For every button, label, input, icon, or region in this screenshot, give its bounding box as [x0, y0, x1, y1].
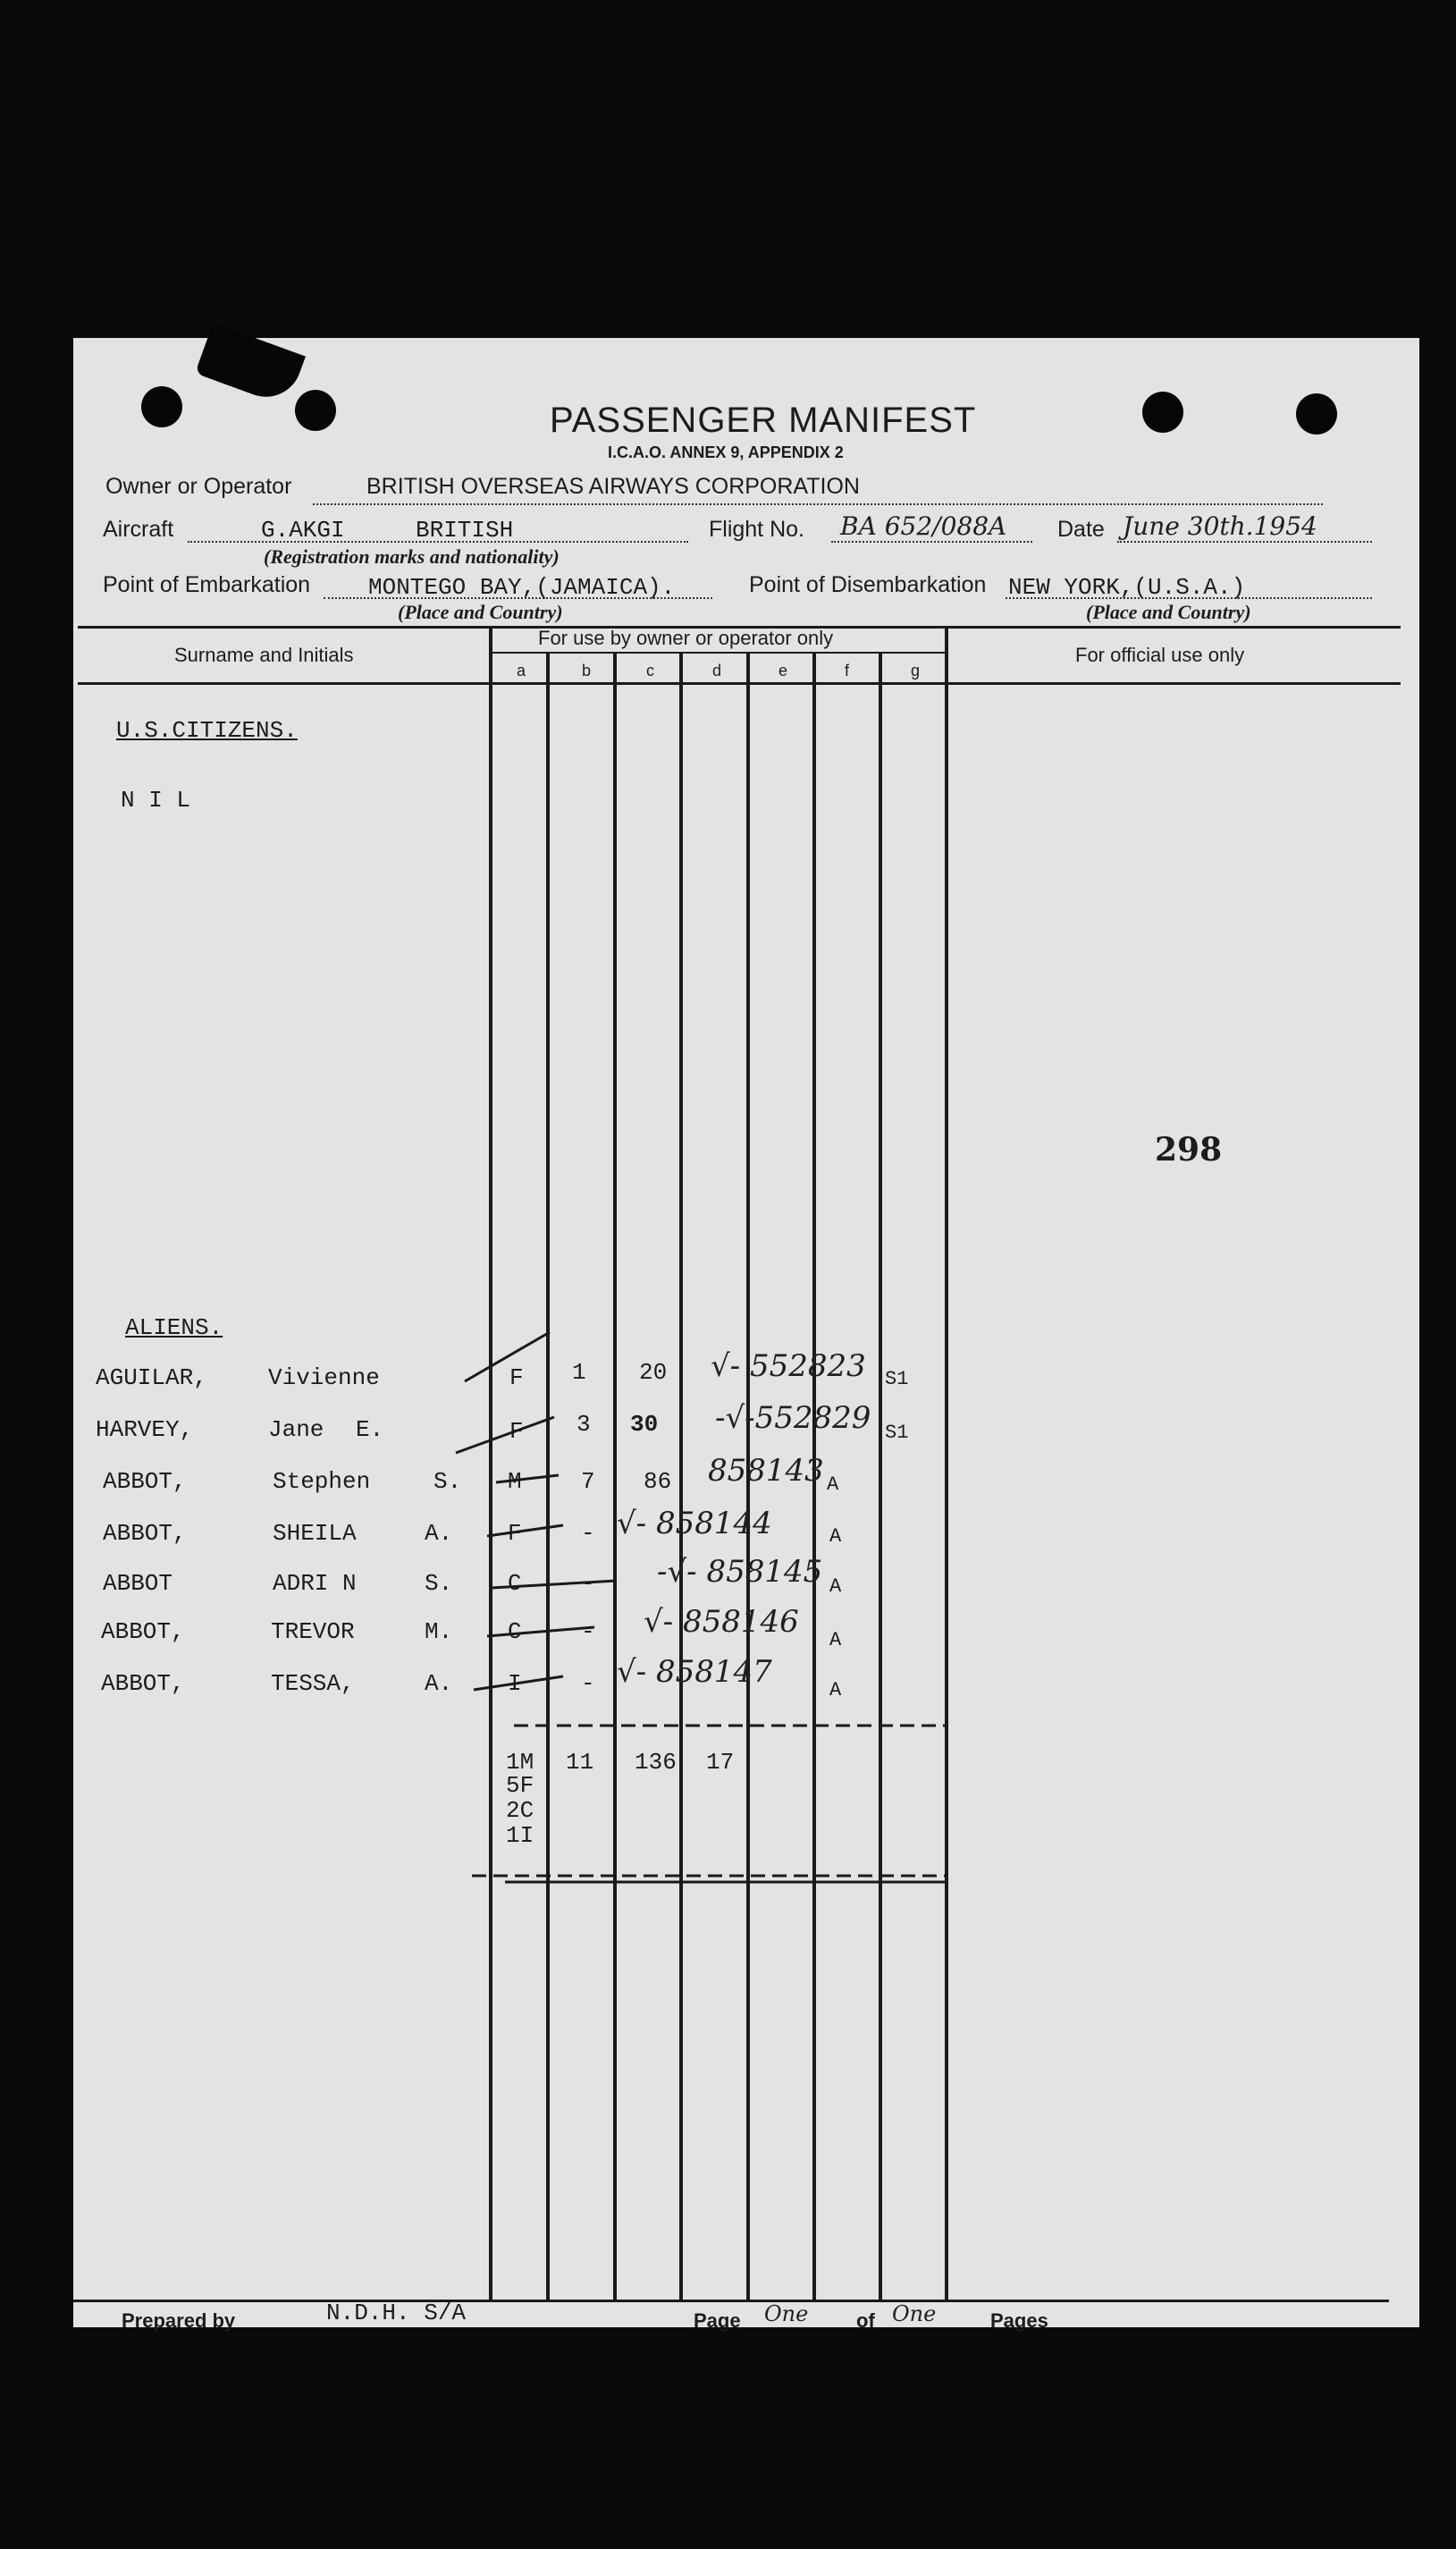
subcol-g: g: [911, 662, 921, 679]
passenger-g: A: [829, 1575, 842, 1598]
embarkation-note: (Place and Country): [398, 601, 563, 623]
passenger-b: 1: [572, 1359, 586, 1386]
passenger-surname: ABBOT,: [103, 1468, 187, 1495]
passenger-c: 30: [630, 1411, 659, 1438]
total-a-line3: 2C: [506, 1797, 534, 1824]
aircraft-registration: G.AKGI: [261, 517, 345, 544]
page-value: One: [764, 2301, 809, 2326]
total-a-line1: 1M: [506, 1749, 534, 1776]
passenger-surname: ABBOT,: [101, 1618, 185, 1645]
disembarkation-value: NEW YORK,(U.S.A.): [1008, 574, 1246, 601]
disembarkation-note: (Place and Country): [1086, 601, 1251, 623]
passenger-surname: ABBOT,: [103, 1520, 187, 1547]
passenger-surname: ABBOT,: [101, 1670, 185, 1697]
prepared-by-label: Prepared by: [122, 2309, 236, 2332]
aircraft-nationality: BRITISH: [416, 517, 514, 544]
passenger-initial: S.: [425, 1570, 453, 1597]
aliens-heading: ALIENS.: [125, 1314, 223, 1341]
embarkation-label: Point of Embarkation: [103, 572, 311, 597]
passenger-first-name: SHEILA: [273, 1520, 357, 1547]
strike-mark: [474, 1676, 563, 1690]
aircraft-label: Aircraft: [103, 517, 174, 542]
passenger-b: -: [581, 1618, 595, 1645]
strike-mark: [487, 1525, 563, 1536]
passenger-surname: ABBOT: [103, 1570, 173, 1597]
passenger-b: -: [581, 1520, 595, 1547]
of-value: One: [892, 2301, 937, 2326]
passenger-first-name: TESSA,: [271, 1670, 355, 1697]
passenger-g: S1: [885, 1368, 909, 1390]
total-a-line2: 5F: [506, 1772, 534, 1799]
passenger-sex: F: [509, 1418, 524, 1445]
passenger-b: 7: [581, 1468, 595, 1495]
passenger-sex: I: [508, 1670, 522, 1697]
embarkation-value: MONTEGO BAY,(JAMAICA).: [368, 574, 676, 601]
passenger-g: A: [829, 1679, 842, 1701]
strike-mark: [496, 1475, 559, 1482]
subcol-d: d: [712, 662, 722, 679]
subcol-a: a: [517, 662, 526, 679]
passenger-handwritten-number: -√- 858145: [657, 1554, 823, 1590]
subcol-f: f: [845, 662, 850, 679]
passenger-first-name: ADRI N: [273, 1570, 357, 1597]
passenger-sex: C: [508, 1570, 522, 1597]
subcol-e: e: [778, 662, 788, 679]
passenger-sex: M: [508, 1468, 522, 1495]
passenger-c: 86: [644, 1468, 672, 1495]
passenger-first-name: Vivienne: [268, 1364, 380, 1391]
total-a-line4: 1I: [506, 1822, 534, 1849]
col-surname-header: Surname and Initials: [174, 644, 354, 666]
passenger-g: A: [827, 1473, 839, 1496]
of-label: of: [856, 2309, 875, 2332]
passenger-sex: F: [508, 1520, 522, 1547]
col-owner-use-header: For use by owner or operator only: [538, 627, 834, 649]
pages-label: Pages: [990, 2309, 1048, 2332]
passenger-initial: A.: [425, 1670, 453, 1697]
manifest-subtitle: I.C.A.O. ANNEX 9, APPENDIX 2: [608, 443, 844, 461]
passenger-handwritten-number: √- 858144: [617, 1506, 772, 1541]
page-number: 298: [1155, 1131, 1223, 1169]
passenger-first-name: TREVOR: [271, 1618, 355, 1645]
passenger-initial: E.: [356, 1416, 384, 1443]
manifest-title: PASSENGER MANIFEST: [550, 401, 977, 440]
flight-label: Flight No.: [709, 517, 804, 542]
passenger-handwritten-number: √- 858147: [617, 1654, 772, 1690]
strike-mark: [465, 1332, 550, 1381]
passenger-first-name: Jane: [268, 1416, 324, 1443]
owner-label: Owner or Operator: [105, 474, 292, 499]
strike-mark: [456, 1417, 554, 1453]
date-label: Date: [1057, 517, 1105, 542]
flight-value: BA 652/088A: [840, 511, 1007, 541]
passenger-g: S1: [885, 1422, 909, 1444]
strike-mark: [492, 1581, 617, 1588]
passenger-initial: M.: [425, 1618, 453, 1645]
passenger-c: 20: [639, 1359, 668, 1386]
disembarkation-label: Point of Disembarkation: [749, 572, 987, 597]
page-label: Page: [694, 2309, 741, 2332]
footer-rule: [73, 2300, 1389, 2302]
total-d: 17: [706, 1749, 735, 1776]
strike-mark: [487, 1627, 594, 1636]
subcol-c: c: [646, 662, 654, 679]
passenger-handwritten-number: 858143: [708, 1453, 824, 1489]
passenger-b: -: [581, 1570, 595, 1597]
col-official-header: For official use only: [1075, 644, 1245, 666]
passenger-surname: HARVEY,: [96, 1416, 194, 1443]
us-citizens-heading: U.S.CITIZENS.: [116, 717, 298, 744]
passenger-initial: S.: [433, 1468, 462, 1495]
passenger-initial: A.: [425, 1520, 453, 1547]
passenger-first-name: Stephen: [273, 1468, 371, 1495]
passenger-sex: F: [509, 1364, 524, 1391]
aircraft-note: (Registration marks and nationality): [264, 545, 560, 568]
total-c: 136: [635, 1749, 677, 1776]
passenger-handwritten-number: -√-552829: [715, 1400, 871, 1436]
passenger-b: 3: [577, 1411, 591, 1438]
prepared-by-value: N.D.H. S/A: [326, 2300, 467, 2326]
passenger-g: A: [829, 1525, 842, 1548]
date-value: June 30th.1954: [1123, 511, 1317, 541]
us-citizens-nil: N I L: [121, 787, 191, 814]
passenger-surname: AGUILAR,: [96, 1364, 207, 1391]
subcol-b: b: [582, 662, 592, 679]
passenger-handwritten-number: √- 858146: [644, 1604, 799, 1640]
passenger-b: -: [581, 1670, 595, 1697]
passenger-sex: C: [508, 1618, 522, 1645]
passenger-handwritten-number: √- 552823: [711, 1348, 866, 1384]
total-b: 11: [566, 1749, 594, 1776]
passenger-g: A: [829, 1629, 842, 1651]
owner-value: BRITISH OVERSEAS AIRWAYS CORPORATION: [366, 474, 860, 499]
